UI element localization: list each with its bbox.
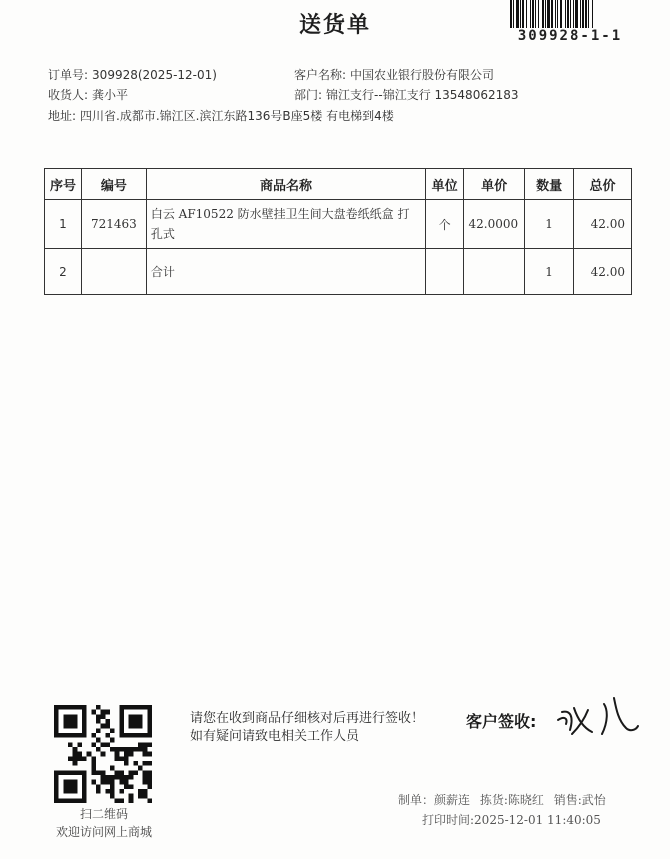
cell-quantity: 1 [525, 200, 574, 249]
maker-field: 制单：颜薪连 [398, 793, 471, 807]
receiver-value: 龚小平 [92, 88, 129, 102]
department-label: 部门: [294, 88, 323, 102]
cell-summary-label: 合计 [146, 249, 425, 295]
col-header-unit: 单位 [426, 169, 464, 200]
cell-product-name: 白云 AF10522 防水壁挂卫生间大盘卷纸纸盒 打孔式 [146, 200, 425, 249]
qr-code-icon [51, 705, 155, 803]
document-title: 送货单 [298, 12, 371, 38]
customer-name-value: 中国农业银行股份有限公司 [350, 68, 495, 82]
sales-field: 销售:武怡 [553, 793, 606, 807]
col-header-total: 总价 [574, 169, 632, 200]
order-number-line [48, 66, 217, 83]
col-header-quantity: 数量 [525, 169, 574, 200]
print-time: 打印时间:2025-12-01 11:40:05 [422, 813, 601, 827]
address-value: 四川省.成都市.锦江区.滨江东路136号B座5楼 有电梯到4楼 [80, 109, 394, 123]
cell-index: 2 [45, 249, 82, 295]
cell-index: 1 [45, 200, 82, 249]
staff-line [398, 791, 648, 808]
cell-code: 721463 [81, 200, 146, 249]
qr-caption-line-2: 欢迎访问网上商城 [55, 825, 152, 839]
barcode-icon [510, 0, 628, 28]
barcode-block [506, 0, 634, 48]
table-header-row [45, 169, 632, 200]
col-header-index: 序号 [45, 169, 82, 200]
items-table [44, 168, 632, 295]
cell-total: 42.00 [574, 200, 632, 249]
qr-caption-line-1: 扫二维码 [79, 807, 128, 821]
address-line [48, 107, 394, 124]
col-header-product-name: 商品名称 [146, 169, 425, 200]
handwritten-signature-icon [552, 690, 642, 740]
qr-caption [24, 805, 184, 841]
picker-field: 拣货:陈晓红 [479, 793, 544, 807]
cell-code [81, 249, 146, 295]
table-row [45, 200, 632, 249]
cell-unit: 个 [426, 200, 464, 249]
order-number-label: 订单号: [48, 68, 89, 82]
customer-name-label: 客户名称: [294, 68, 347, 82]
cell-unit-price [464, 249, 525, 295]
department-value: 锦江支行--锦江支行 13548062183 [326, 88, 519, 102]
department-line [294, 86, 519, 103]
cell-total: 42.00 [574, 249, 632, 295]
barcode-number: 309928-1-1 [517, 28, 623, 44]
receiver-line [48, 86, 128, 103]
address-label: 地址: [48, 109, 77, 123]
cell-unit [426, 249, 464, 295]
customer-name-line [294, 66, 494, 83]
table-row-summary [45, 249, 632, 295]
receipt-notice: 请您在收到商品仔细核对后再进行签收！如有疑问请致电相关工作人员 [190, 711, 425, 744]
order-number-value: 309928(2025-12-01) [92, 68, 217, 82]
cell-quantity: 1 [525, 249, 574, 295]
col-header-unit-price: 单价 [464, 169, 525, 200]
receiver-label: 收货人: [48, 88, 89, 102]
customer-signature-label: 客户签收: [466, 712, 537, 731]
cell-unit-price: 42.0000 [464, 200, 525, 249]
col-header-code: 编号 [81, 169, 146, 200]
